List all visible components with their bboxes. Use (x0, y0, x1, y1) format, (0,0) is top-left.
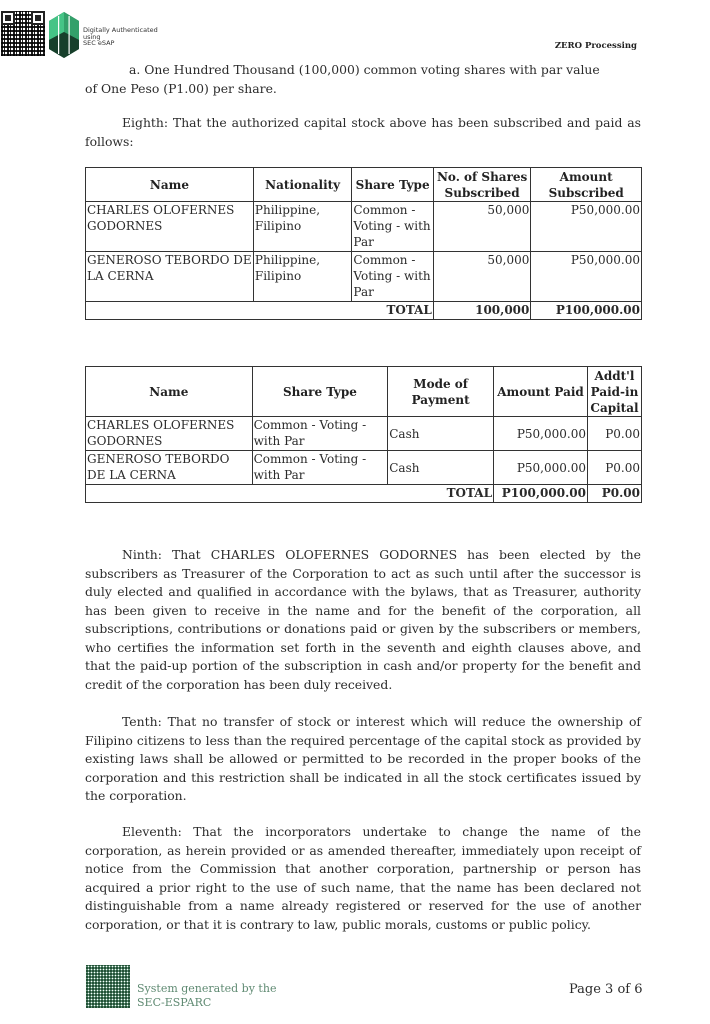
table-row (86, 417, 642, 451)
cell-share-type: Common - Voting - with Par (352, 252, 433, 302)
table-total-row (86, 302, 642, 320)
table-header-row (86, 168, 642, 202)
cell-addtl: P0.00 (587, 451, 641, 485)
table-total-row (86, 485, 642, 503)
item-a-line-1: a. One Hundred Thousand (100,000) common voting shares with par value (129, 62, 600, 77)
item-a-line-2: of One Peso (P1.00) per share. (85, 80, 277, 96)
auth-line-1: Digitally Authenticated (83, 26, 158, 34)
table-row (86, 252, 642, 302)
col-header-name: Name (86, 168, 254, 202)
cell-amount: P50,000.00 (531, 202, 642, 252)
subscription-table (85, 167, 642, 320)
cell-amount: P50,000.00 (531, 252, 642, 302)
auth-line-2: using (83, 32, 101, 41)
cell-name: CHARLES OLOFERNES GODORNES (86, 417, 253, 451)
cell-share-type: Common - Voting - with Par (252, 451, 388, 485)
col-header-amount-paid: Amount Paid (494, 367, 588, 417)
col-header-share-type: Share Type (352, 168, 433, 202)
qr-code-icon (86, 965, 130, 1008)
cell-name: CHARLES OLOFERNES GODORNES (86, 202, 254, 252)
payment-table (85, 366, 642, 503)
cell-shares: 50,000 (433, 202, 531, 252)
cell-share-type: Common - Voting - with Par (352, 202, 433, 252)
col-header-name: Name (86, 367, 253, 417)
col-header-addtl-paid-in-capital: Addt'l Paid-in Capital (587, 367, 641, 417)
cell-addtl: P0.00 (587, 417, 641, 451)
page-number: Page 3 of 6 (569, 982, 643, 997)
processing-label: ZERO Processing (554, 41, 637, 51)
total-paid: P100,000.00 (494, 485, 588, 503)
cell-share-type: Common - Voting - with Par (252, 417, 388, 451)
auth-line-3: SEC eSAP (83, 39, 115, 47)
total-label: TOTAL (86, 485, 494, 503)
total-amount: P100,000.00 (531, 302, 642, 320)
cell-mode: Cash (388, 451, 494, 485)
system-line-2: SEC-ESPARC (137, 996, 212, 1009)
cell-mode: Cash (388, 417, 494, 451)
table-header-row (86, 367, 642, 417)
digital-auth-label (83, 27, 158, 47)
eighth-clause: Eighth: That the authorized capital stock above has been subscribed and paid as follows: (85, 115, 641, 149)
cell-nationality: Philippine, Filipino (253, 202, 352, 252)
cell-amount-paid: P50,000.00 (494, 417, 588, 451)
cell-name: GENEROSO TEBORDO DE LA CERNA (86, 252, 254, 302)
system-line-1: System generated by the (137, 982, 277, 995)
cell-nationality: Philippine, Filipino (253, 252, 352, 302)
col-header-nationality: Nationality (253, 168, 352, 202)
qr-code-icon (1, 11, 45, 56)
total-label: TOTAL (86, 302, 434, 320)
col-header-shares-subscribed: No. of Shares Subscribed (433, 168, 531, 202)
sec-logo-icon (49, 12, 79, 58)
ninth-clause: Ninth: That CHARLES OLOFERNES GODORNES has been elected by the subscribers as Treasurer of the Corporation to act as such until after the successor is duly elected and qualified in accordance with the bylaws, that as Treasurer, authority has been given to receive in the name and for the benefit of the corporation, all subscriptions, contributions or donations paid or given by the subscribers or members, who certifies the information set forth in the seventh and eighth clauses above, and that the paid-up portion of the subscription in cash and/or property for the benefit and credit of the corporation has been duly received. (85, 547, 641, 692)
eleventh-clause: Eleventh: That the incorporators undertake to change the name of the corporation, as herein provided or as amended thereafter, immediately upon receipt of notice from the Commission that another corporation, partnership or person has acquired a prior right to the use of such name, that the name has been declared not distinguishable from a name already registered or reserved for the use of another corporation, or that it is contrary to law, public morals, customs or public policy. (85, 824, 641, 932)
system-generated-label (137, 982, 276, 1010)
tenth-clause: Tenth: That no transfer of stock or interest which will reduce the ownership of Filipino citizens to less than the required percentage of the capital stock as provided by existing laws shall be allowed or permitted to be recorded in the proper books of the corporation and this restriction shall be indicated in all the stock certificates issued by the corporation. (85, 714, 641, 803)
total-shares: 100,000 (433, 302, 531, 320)
col-header-amount-subscribed: Amount Subscribed (531, 168, 642, 202)
cell-shares: 50,000 (433, 252, 531, 302)
total-addtl: P0.00 (587, 485, 641, 503)
table-row (86, 202, 642, 252)
cell-amount-paid: P50,000.00 (494, 451, 588, 485)
col-header-share-type: Share Type (252, 367, 388, 417)
cell-name: GENEROSO TEBORDO DE LA CERNA (86, 451, 253, 485)
col-header-mode-of-payment: Mode of Payment (388, 367, 494, 417)
item-a-paragraph (85, 61, 641, 98)
table-row (86, 451, 642, 485)
